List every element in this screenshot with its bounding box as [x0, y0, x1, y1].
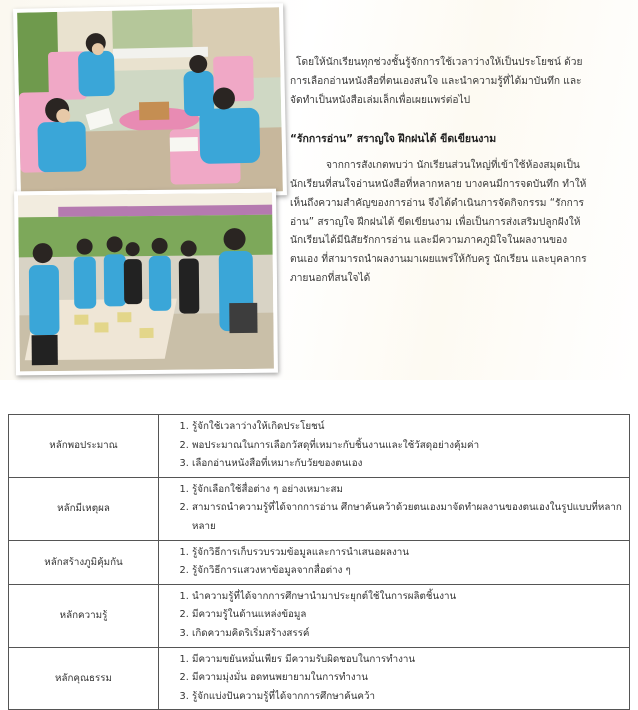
list-item: 1. รู้จักใช้เวลาว่างให้เกิดประโยชน์ — [192, 418, 626, 437]
intro-paragraph: โดยให้นักเรียนทุกช่วงชั้นรู้จักการใช้เวลาว่างให้เป็นประโยชน์ ด้วยการเลือกอ่านหนังสือที่ตนเองสนใจ และนำความรู้ที่ได้มาบันทึก และจัดทำเป็นหนังสือเล่มเล็กเพื่อเผยแพร่ต่อไป — [290, 57, 583, 106]
item-list — [159, 544, 626, 581]
item-list — [159, 588, 626, 644]
list-item: 2. พอประมาณในการเลือกวัสดุที่เหมาะกับชิ้นงานและใช้วัสดุอย่างคุ้มค่า — [192, 437, 626, 456]
list-item: 3. เกิดความคิดริเริ่มสร้างสรรค์ — [192, 625, 626, 644]
list-item: 2. มีความรู้ในด้านแหล่งข้อมูล — [192, 606, 626, 625]
list-item: 1. นำความรู้ที่ได้จากการศึกษานำมาประยุกต์ใช้ในการผลิตชิ้นงาน — [192, 588, 626, 607]
photo-students-reading-image — [17, 7, 283, 196]
list-item: 1. รู้จักเลือกใช้สื่อต่าง ๆ อย่างเหมาะสม — [192, 481, 626, 500]
principle-items — [159, 584, 630, 647]
list-item: 3. เลือกอ่านหนังสือที่เหมาะกับวัยของตนเอง — [192, 455, 626, 474]
list-item: 1. มีความขยันหมั่นเพียร มีความรับผิดชอบในการทำงาน — [192, 651, 626, 670]
item-list — [159, 481, 626, 537]
list-item: 2. รู้จักวิธีการแสวงหาข้อมูลจากสื่อต่าง ๆ — [192, 562, 626, 581]
principle-name: หลักมีเหตุผล — [9, 477, 159, 540]
list-item: 1. รู้จักวิธีการเก็บรวบรวมข้อมูลและการนำเสนอผลงาน — [192, 544, 626, 563]
principle-name: หลักความรู้ — [9, 584, 159, 647]
article-text — [290, 54, 590, 289]
principle-name: หลักพอประมาณ — [9, 415, 159, 478]
table-row — [9, 415, 630, 478]
table-row — [9, 540, 630, 584]
table-row — [9, 647, 630, 710]
list-item: 3. รู้จักแบ่งปันความรู้ที่ได้จากการศึกษาค้นคว้า — [192, 688, 626, 707]
principle-name: หลักสร้างภูมิคุ้มกัน — [9, 540, 159, 584]
photo-book-exhibition-image — [18, 193, 274, 372]
list-item: 2. มีความมุ่งมั่น อดทนพยายามในการทำงาน — [192, 669, 626, 688]
principle-items — [159, 477, 630, 540]
activity-paragraph: จากการสังเกตพบว่า นักเรียนส่วนใหญ่ที่เข้าใช้ห้องสมุดเป็นนักเรียนที่สนใจอ่านหนังสือที่หลากหลาย บางคนมีการจดบันทึก ทำให้เห็นถึงความสำคัญของการอ่าน จึงได้ดำเนินการจัดกิจกรรม “รักการอ่าน” สราญใจ ฝึกฝนได้ ขีดเขียนงาม เพื่อเป็นการส่งเสริมปลูกฝังให้นักเรียนได้มีนิสัยรักการอ่าน และมีความภาคภูมิใจในผลงานของตนเอง ที่สามารถนำผลงานมาเผยแพร่ให้กับครู นักเรียน และบุคลากรภายนอกที่สนใจได้ — [290, 160, 587, 284]
principle-items — [159, 540, 630, 584]
table-row — [9, 584, 630, 647]
item-list — [159, 418, 626, 474]
list-item: 2. สามารถนำความรู้ที่ได้จากการอ่าน ศึกษาค้นคว้าด้วยตนเองมาจัดทำผลงานของตนเองในรูปแบบที่หลากหลาย — [192, 499, 626, 536]
photo-students-reading — [13, 3, 287, 201]
photo-book-exhibition — [14, 189, 278, 376]
table-row — [9, 477, 630, 540]
item-list — [159, 651, 626, 707]
activity-heading: “รักการอ่าน” สราญใจ ฝึกฝนได้ ขีดเขียนงาม — [290, 133, 497, 146]
principle-name: หลักคุณธรรม — [9, 647, 159, 710]
principles-table — [8, 414, 630, 710]
principle-items — [159, 415, 630, 478]
principle-items — [159, 647, 630, 710]
